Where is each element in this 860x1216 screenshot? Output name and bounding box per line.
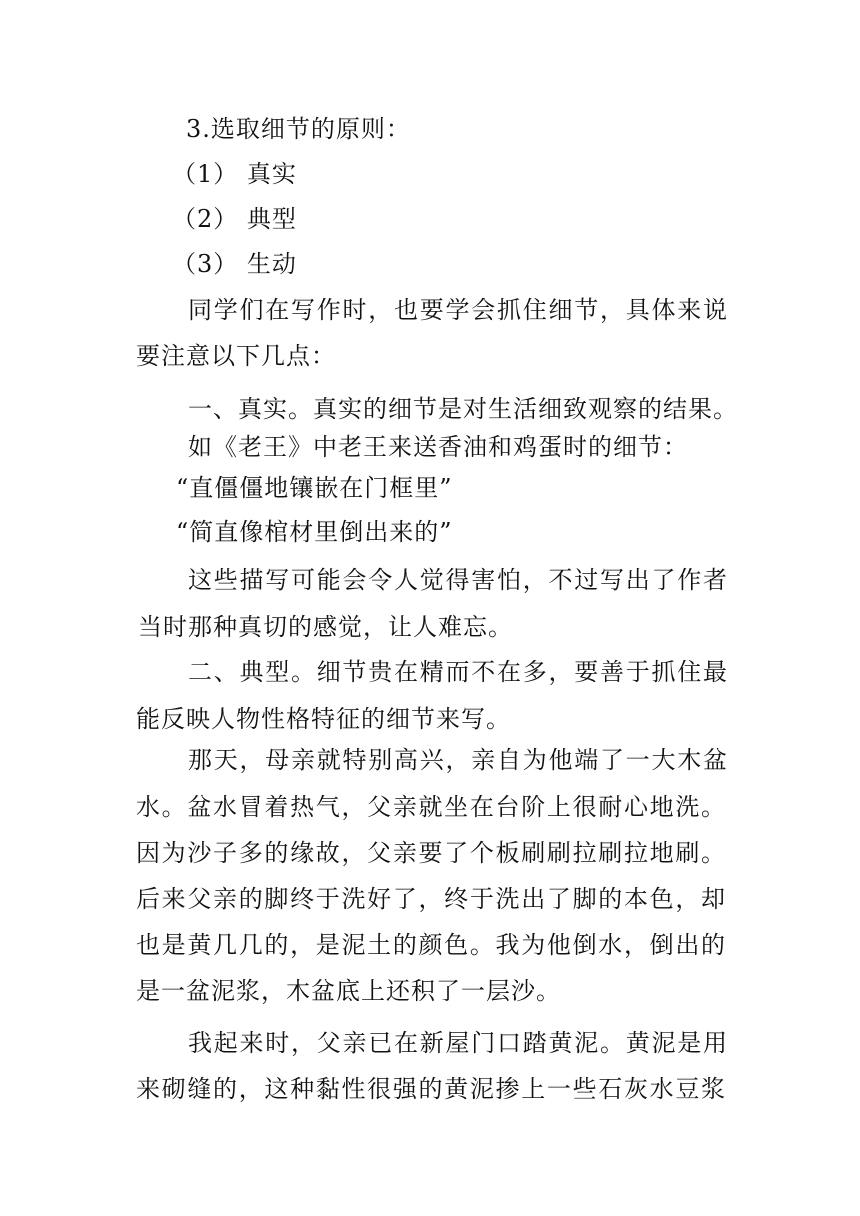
quote-line: “简直像棺材里倒出来的” xyxy=(176,518,453,546)
point-two-title-line: 能反映人物性格特征的细节来写。 xyxy=(136,705,511,733)
point-one-title: 一、真实。真实的细节是对生活细致观察的结果。 xyxy=(188,395,738,423)
section-heading: 3.选取细节的原则： xyxy=(186,115,411,143)
passage-line: 水。盆水冒着热气，父亲就坐在台阶上很耐心地洗。 xyxy=(136,793,726,821)
point-one-example: 如《老王》中老王来送香油和鸡蛋时的细节： xyxy=(188,433,688,461)
point-two-title-line: 二、典型。细节贵在精而不在多，要善于抓住最 xyxy=(188,658,728,686)
passage-line: 是一盆泥浆，木盆底上还积了一层沙。 xyxy=(136,977,561,1005)
passage-line: 那天，母亲就特别高兴，亲自为他端了一大木盆 xyxy=(188,746,728,774)
point-one-comment-line: 当时那种真切的感觉，让人难忘。 xyxy=(138,613,513,641)
intro-paragraph-line: 要注意以下几点： xyxy=(136,342,336,370)
principle-item: （3） 生动 xyxy=(172,250,297,278)
principle-item: （1） 真实 xyxy=(172,160,297,188)
passage-line: 因为沙子多的缘故，父亲要了个板刷刷拉刷拉地刷。 xyxy=(136,839,726,867)
point-one-comment-line: 这些描写可能会令人觉得害怕，不过写出了作者 xyxy=(188,566,728,594)
passage-line: 也是黄几几的，是泥土的颜色。我为他倒水，倒出的 xyxy=(136,931,726,959)
principle-item: （2） 典型 xyxy=(172,205,297,233)
passage-line: 来砌缝的，这种黏性很强的黄泥掺上一些石灰水豆浆 xyxy=(136,1075,726,1103)
passage-line: 我起来时，父亲已在新屋门口踏黄泥。黄泥是用 xyxy=(188,1029,728,1057)
passage-line: 后来父亲的脚终于洗好了，终于洗出了脚的本色，却 xyxy=(136,885,726,913)
intro-paragraph-line: 同学们在写作时，也要学会抓住细节，具体来说 xyxy=(188,296,728,324)
quote-line: “直僵僵地镶嵌在门框里” xyxy=(176,474,453,502)
